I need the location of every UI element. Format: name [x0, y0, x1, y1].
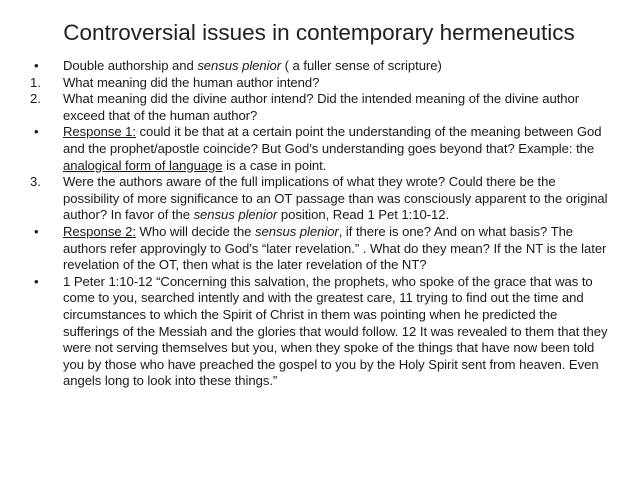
- item-text: Response 2:: [63, 223, 136, 239]
- bullet-list: [30, 58, 608, 390]
- item-text: is a case in point.: [222, 157, 327, 173]
- list-item: [30, 224, 608, 274]
- item-text: Were the authors aware of the full implications of what they wrote? Could there be the possibility of more significance to an OT passage than was consciously apparent to the original author? In favor of the: [63, 174, 608, 223]
- list-item: [30, 274, 608, 390]
- list-item: [30, 124, 608, 174]
- item-text: What meaning did the human author intend?: [63, 74, 320, 90]
- item-text: sensus plenior: [197, 58, 282, 73]
- item-text: 1 Peter 1:10-12 “Concerning this salvation, the prophets, who spoke of the grace that was to come to you, searched intently and with the greatest care, 11 trying to find out the time and circumstances to which the Spirit of Christ in them was pointing when he predicted the sufferings of the Messiah and the glories that would follow. 12 It was revealed to them that they were not serving themselves but you, when they spoke of the things that have now been told you by those who have preached the gospel to you by the Holy Spirit sent from heaven. Even angels long to look into these things.”: [63, 273, 608, 389]
- item-text: What meaning did the divine author intend? Did the intended meaning of the divine author exceed that of the human author?: [63, 91, 580, 123]
- item-text: , if there is one? And on what basis? The authors refer approvingly to God’s “later revelation.” . What do they mean? If the NT is the later revelation of the OT, then what is the later revelation of the NT?: [63, 223, 607, 273]
- number-marker: 3.: [30, 174, 41, 190]
- list-item: [30, 58, 608, 75]
- item-text: sensus plenior: [193, 207, 278, 223]
- item-text: ( a fuller sense of scripture): [281, 58, 442, 73]
- number-marker: 2.: [30, 91, 41, 107]
- slide-title: Controversial issues in contemporary hermeneutics: [63, 20, 575, 45]
- bullet-marker: •: [34, 273, 39, 289]
- item-text: position, Read 1 Pet 1:10-12.: [277, 207, 450, 223]
- number-marker: 1.: [30, 74, 41, 90]
- item-text: Double authorship and: [63, 58, 198, 73]
- item-text: analogical form of language: [63, 157, 223, 173]
- bullet-marker: •: [34, 223, 39, 239]
- item-text: could it be that at a certain point the understanding of the meaning between God and the prophet/apostle coincide? But God’s understanding goes beyond that? Example: the: [63, 124, 602, 156]
- bullet-marker: •: [34, 124, 39, 140]
- list-item: [30, 174, 608, 224]
- list-item: [30, 75, 608, 92]
- item-text: sensus plenior: [255, 223, 339, 239]
- bullet-marker: •: [34, 58, 39, 73]
- list-item: [30, 91, 608, 124]
- item-text: Who will decide the: [135, 223, 256, 239]
- item-text: Response 1:: [63, 124, 136, 140]
